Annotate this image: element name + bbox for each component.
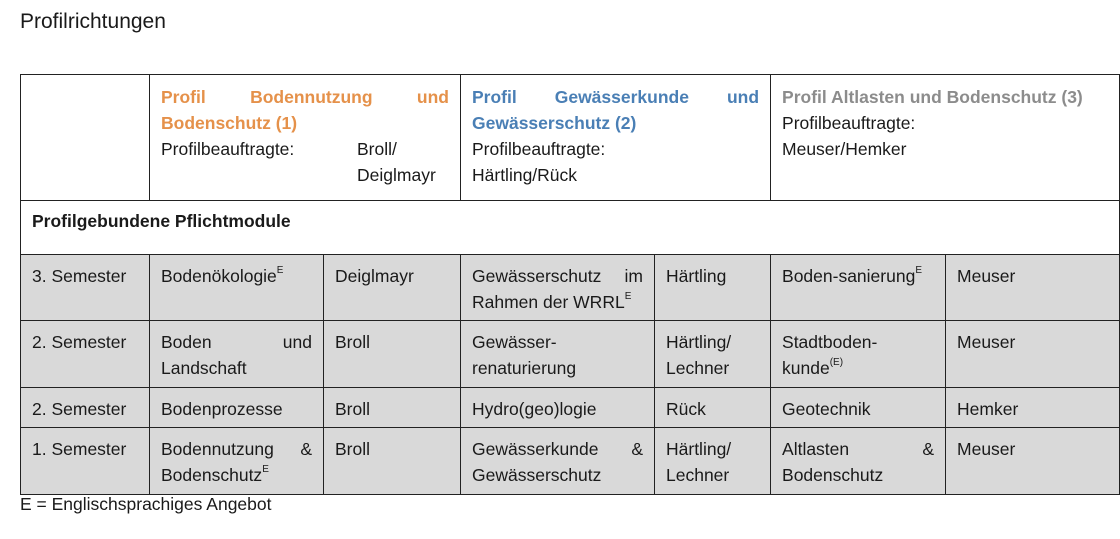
person-cell: Meuser [946,428,1120,495]
person-cell: Rück [655,388,771,428]
person-cell: Deiglmayr [324,255,461,321]
module-name: Stadtboden-kunde [782,332,878,378]
module-cell [461,255,655,321]
person-cell: Broll [324,428,461,495]
module-name: Gewässerschutz im Rahmen der WRRL [472,266,643,312]
module-name: Bodennutzung & Bodenschutz [161,439,312,485]
person-cell: Meuser [946,321,1120,388]
module-cell: Gewässer-renaturierung [461,321,655,388]
module-cell: Altlasten & Bodenschutz [771,428,946,495]
footnote: E = Englischsprachiges Angebot [20,494,272,514]
profile-1-beauftragte [161,136,449,188]
language-marker: E [262,464,269,476]
module-cell [150,428,324,495]
profile-1-heading: Profil Bodennutzung und Bodenschutz (1) [161,87,449,133]
module-cell: Geotechnik [771,388,946,428]
person-cell: Härtling/ Lechner [655,428,771,495]
module-name: Bodenökologie [161,266,277,286]
profile-2-beauftragte-names: Härtling/Rück [472,165,578,185]
profile-2-beauftragte-label: Profilbeauftragte: [472,139,606,159]
language-marker: (E) [829,357,844,369]
semester-cell: 3. Semester [21,255,150,321]
person-cell: Härtling [655,255,771,321]
profile-1-header [150,75,461,201]
language-marker: E [276,265,284,277]
table-row [21,428,1120,495]
person-cell: Hemker [946,388,1120,428]
module-cell: Hydro(geo)logie [461,388,655,428]
person-cell: Broll [324,388,461,428]
profile-2-heading: Profil Gewässerkunde und Gewässerschutz (2) [472,87,760,133]
semester-cell: 2. Semester [21,388,150,428]
profile-header-row [21,75,1120,201]
profile-1-beauftragte-name-2: Deiglmayr [357,165,436,185]
module-cell: Gewässerkunde & Gewässerschutz [461,428,655,495]
person-cell: Härtling/ Lechner [655,321,771,388]
module-cell [150,255,324,321]
profile-3-beauftragte-names: Meuser/Hemker [782,139,907,159]
module-name: Boden-sanierung [782,266,916,286]
person-cell: Broll [324,321,461,388]
module-cell: Bodenprozesse [150,388,324,428]
profile-1-beauftragte-name-1: Broll/ [357,139,397,159]
module-cell: Boden und Landschaft [150,321,324,388]
module-cell [771,321,946,388]
table-row [21,255,1120,321]
page-title: Profilrichtungen [20,10,166,33]
language-marker: E [915,265,922,277]
semester-cell: 1. Semester [21,428,150,495]
semester-cell: 2. Semester [21,321,150,388]
profile-table [20,74,1120,495]
section-row [21,201,1120,255]
table-row [21,388,1120,428]
module-cell [771,255,946,321]
section-label: Profilgebundene Pflichtmodule [21,201,1120,255]
profile-3-heading: Profil Altlasten und Bodenschutz (3) [782,87,1083,107]
person-cell: Meuser [946,255,1120,321]
profile-3-header [771,75,1120,201]
profile-1-beauftragte-label: Profilbeauftragte: [161,139,295,159]
header-empty-cell [21,75,150,201]
table-row [21,321,1120,388]
language-marker: E [624,291,632,303]
profile-1-beauftragte-names [357,136,449,188]
profile-3-beauftragte-label: Profilbeauftragte: [782,113,916,133]
profile-2-header [461,75,771,201]
